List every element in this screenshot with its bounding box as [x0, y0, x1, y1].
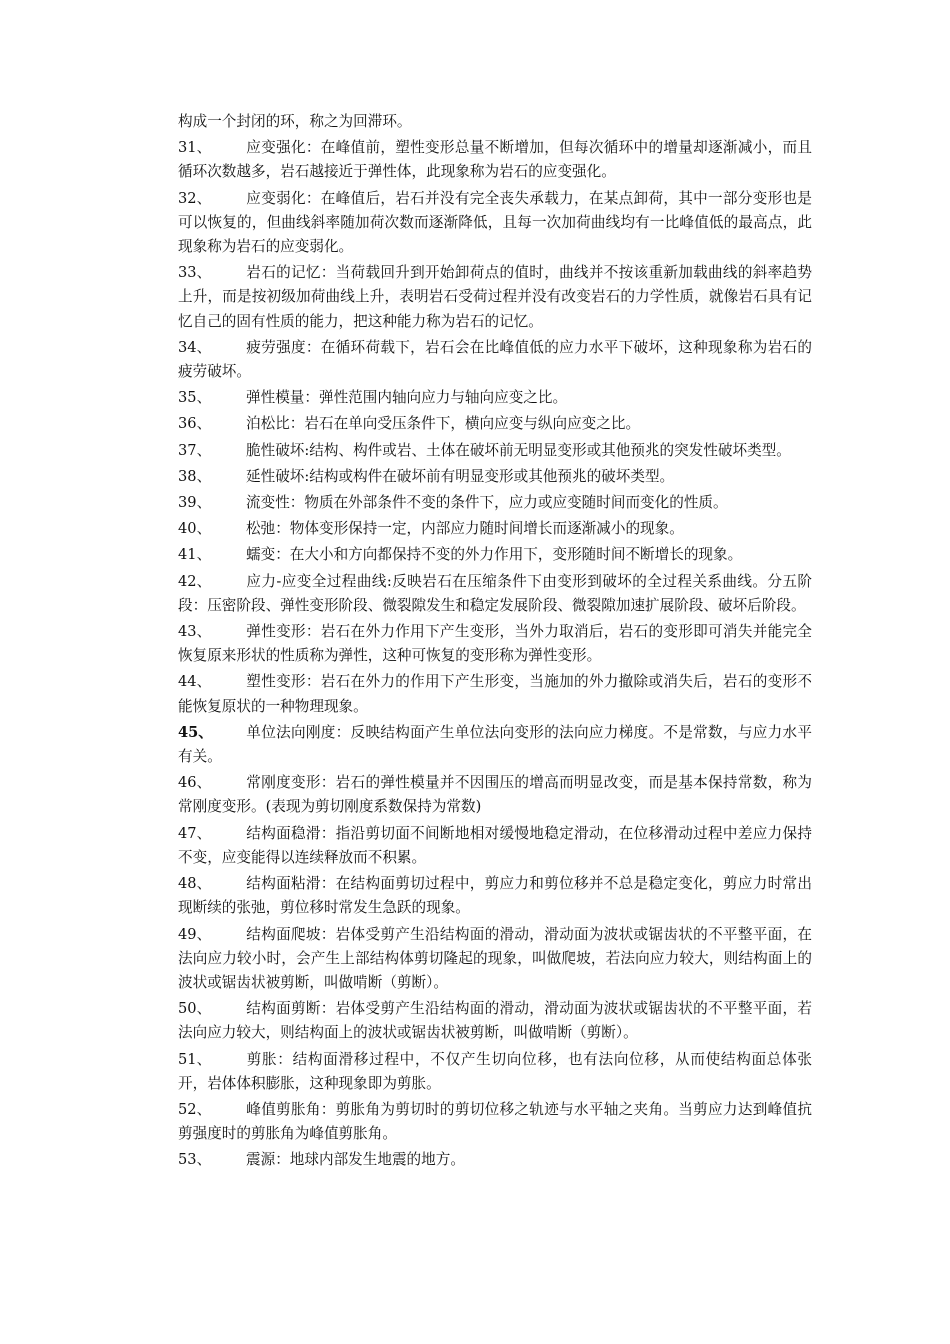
- entry-text: 剪胀：结构面滑移过程中，不仅产生切向位移，也有法向位移，从而使结构面总体张开，岩体体积膨胀，这种现象即为剪胀。: [178, 1050, 812, 1092]
- definition-entry: [178, 543, 812, 567]
- definitions-list: [178, 136, 812, 1172]
- entry-text: 流变性：物质在外部条件不变的条件下，应力或应变随时间而变化的性质。: [246, 494, 728, 512]
- entry-text: 弹性变形：岩石在外力作用下产生变形，当外力取消后，岩石的变形即可消失并能完全恢复原来形状的性质称为弹性，这种可恢复的变形称为弹性变形。: [178, 623, 812, 665]
- entry-text: 脆性破坏:结构、构件或岩、土体在破坏前无明显变形或其他预兆的突发性破坏类型。: [246, 441, 791, 459]
- entry-text: 岩石的记忆：当荷载回升到开始卸荷点的值时，曲线并不按该重新加载曲线的斜率趋势上升，而是按初级加荷曲线上升，表明岩石受荷过程并没有改变岩石的力学性质，就像岩石具有记忆自己的固有性质的能力，把这种能力称为岩石的记忆。: [178, 264, 812, 330]
- entry-text: 疲劳强度：在循环荷载下，岩石会在比峰值低的应力水平下破坏，这种现象称为岩石的疲劳破坏。: [178, 338, 812, 381]
- definition-entry: [178, 439, 812, 463]
- entry-text: 弹性模量：弹性范围内轴向应力与轴向应变之比。: [246, 389, 568, 407]
- definition-entry: [178, 261, 812, 334]
- entry-number: 43、: [178, 623, 212, 641]
- definition-entry: [178, 136, 812, 184]
- entry-number: 34、: [178, 338, 212, 356]
- entry-number: 42、: [178, 572, 212, 590]
- entry-text: 应力-应变全过程曲线:反映岩石在压缩条件下由变形到破坏的全过程关系曲线。分五阶段：压密阶段、弹性变形阶段、微裂隙发生和稳定发展阶段、微裂隙加速扩展阶段、破坏后阶段。: [178, 572, 812, 614]
- entry-number: 32、: [178, 189, 212, 207]
- entry-number: 45、: [178, 723, 213, 741]
- entry-text: 震源：地球内部发生地震的地方。: [246, 1151, 465, 1169]
- entry-text: 结构面剪断：岩体受剪产生沿结构面的滑动，滑动面为波状或锯齿状的不平整平面，若法向应力较大，则结构面上的波状或锯齿状被剪断，叫做啃断（剪断）。: [178, 1000, 812, 1042]
- entry-number: 40、: [178, 520, 212, 538]
- entry-number: 49、: [178, 925, 212, 943]
- definition-entry: [178, 721, 812, 769]
- definition-entry: [178, 187, 812, 260]
- entry-number: 50、: [178, 1000, 212, 1018]
- definition-entry: [178, 412, 812, 436]
- definition-entry: [178, 465, 812, 489]
- definition-entry: [178, 1048, 812, 1096]
- entry-text: 延性破坏:结构或构件在破坏前有明显变形或其他预兆的破坏类型。: [246, 467, 675, 485]
- entry-text: 结构面粘滑：在结构面剪切过程中，剪应力和剪位移并不总是稳定变化，剪应力时常出现断续的张弛，剪位移时常发生急跃的现象。: [178, 875, 812, 917]
- entry-number: 33、: [178, 264, 212, 282]
- entry-number: 53、: [178, 1151, 212, 1169]
- entry-number: 52、: [178, 1100, 212, 1118]
- definition-entry: [178, 1148, 812, 1172]
- entry-number: 41、: [178, 546, 212, 564]
- entry-number: 37、: [178, 441, 212, 459]
- entry-number: 35、: [178, 389, 212, 407]
- definition-entry: [178, 997, 812, 1045]
- document-page: [178, 110, 812, 1175]
- entry-text: 结构面爬坡：岩体受剪产生沿结构面的滑动，滑动面为波状或锯齿状的不平整平面，在法向应力较小时，会产生上部结构体剪切隆起的现象，叫做爬坡，若法向应力较大，则结构面上的波状或锯齿状被剪断，叫做啃断（剪断）。: [178, 925, 812, 991]
- entry-text: 常刚度变形：岩石的弹性模量并不因围压的增高而明显改变，而是基本保持常数，称为常刚度变形。(表现为剪切刚度系数保持为常数): [178, 774, 812, 816]
- definition-entry: [178, 491, 812, 515]
- definition-entry: [178, 670, 812, 718]
- entry-text: 蠕变：在大小和方向都保持不变的外力作用下，变形随时间不断增长的现象。: [246, 546, 743, 564]
- entry-text: 单位法向刚度：反映结构面产生单位法向变形的法向应力梯度。不是常数，与应力水平有关。: [178, 723, 812, 766]
- definition-entry: [178, 923, 812, 996]
- entry-text: 松弛：物体变形保持一定，内部应力随时间增长而逐渐减小的现象。: [246, 520, 684, 538]
- definition-entry: [178, 872, 812, 920]
- entry-text: 塑性变形：岩石在外力的作用下产生形变，当施加的外力撤除或消失后，岩石的变形不能恢复原状的一种物理现象。: [178, 673, 812, 715]
- entry-number: 44、: [178, 673, 212, 691]
- definition-entry: [178, 822, 812, 870]
- definition-entry: [178, 336, 812, 384]
- lead-paragraph: 构成一个封闭的环，称之为回滞环。: [178, 113, 412, 130]
- entry-number: 31、: [178, 139, 212, 157]
- entry-text: 应变弱化：在峰值后，岩石并没有完全丧失承载力，在某点卸荷，其中一部分变形也是可以恢复的，但曲线斜率随加荷次数而逐渐降低，且每一次加荷曲线均有一比峰值低的最高点，此现象称为岩石的应变弱化。: [178, 189, 812, 256]
- entry-text: 结构面稳滑：指沿剪切面不间断地相对缓慢地稳定滑动，在位移滑动过程中差应力保持不变，应变能得以连续释放而不积累。: [178, 824, 812, 866]
- entry-number: 38、: [178, 467, 212, 485]
- entry-text: 泊松比：岩石在单向受压条件下，横向应变与纵向应变之比。: [246, 415, 641, 433]
- entry-number: 48、: [178, 875, 212, 893]
- entry-number: 46、: [178, 774, 212, 792]
- definition-entry: [178, 620, 812, 668]
- entry-number: 51、: [178, 1050, 212, 1068]
- entry-number: 47、: [178, 824, 212, 842]
- definition-entry: [178, 386, 812, 410]
- definition-entry: [178, 517, 812, 541]
- definition-entry: [178, 570, 812, 618]
- entry-number: 36、: [178, 415, 212, 433]
- entry-text: 峰值剪胀角：剪胀角为剪切时的剪切位移之轨迹与水平轴之夹角。当剪应力达到峰值抗剪强度时的剪胀角为峰值剪胀角。: [178, 1100, 812, 1143]
- entry-text: 应变强化：在峰值前，塑性变形总量不断增加，但每次循环中的增量却逐渐减小，而且循环次数越多，岩石越接近于弹性体，此现象称为岩石的应变强化。: [178, 139, 812, 181]
- definition-entry: [178, 771, 812, 819]
- entry-number: 39、: [178, 494, 212, 512]
- definition-entry: [178, 1098, 812, 1146]
